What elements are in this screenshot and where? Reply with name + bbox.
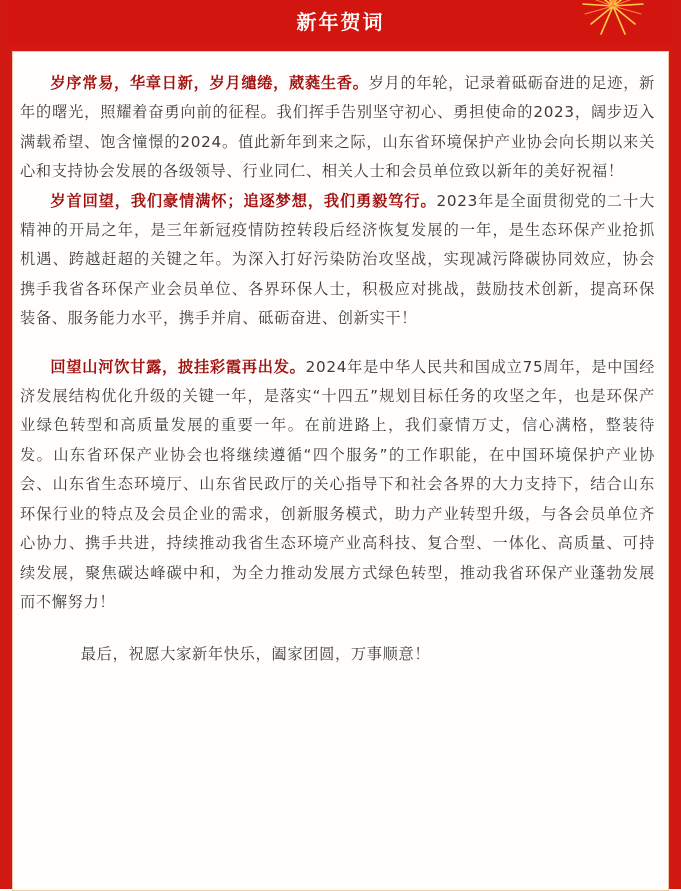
paragraph-1 [20, 69, 655, 187]
page-title: 新年贺词 [296, 10, 385, 34]
paragraph-2-lead: 岁首回望，我们豪情满怀；追逐梦想，我们勇毅笃行。 [50, 191, 437, 210]
paragraph-2 [20, 187, 655, 334]
paragraph-2-body: 2023年是全面贯彻党的二十大精神的开局之年，是三年新冠疫情防控转段后经济恢复发展的一年，是生态环保产业抢抓机遇、跨越赶超的关键之年。为深入打好污染防治攻坚战，实现减污降碳协同效应，协会携手我省各环保产业会员单位、各界环保人士，积极应对挑战，鼓励技术创新，提高环保装备、服务能力水平，携手并肩、砥砺奋进、创新实干！ [20, 191, 655, 328]
closing-paragraph [20, 640, 655, 669]
paragraph-3-lead: 回望山河饮甘露，披挂彩霞再出发。 [50, 357, 306, 376]
paragraph-1-body: 岁月的年轮，记录着砥砺奋进的足迹，新年的曙光，照耀着奋勇向前的征程。我们挥手告别坚守初心、勇担使命的2023，阔步迈入满载希望、饱含憧憬的2024。值此新年到来之际，山东省环境保护产业协会向长期以来关心和支持协会发展的各级领导、行业同仁、相关人士和会员单位致以新年的美好祝福！ [20, 74, 656, 181]
paragraph-3 [20, 353, 655, 618]
paragraph-1-lead: 岁序常易，华章日新，岁月缱绻，葳蕤生香。 [50, 74, 369, 92]
paragraph-3-body: 2024年是中华人民共和国成立75周年，是中国经济发展结构优化升级的关键一年，是落实“十四五”规划目标任务的攻坚之年，也是环保产业绿色转型和高质量发展的重要一年。在前进路上，我们豪情万丈，信心满格，整装待发。山东省环保产业协会也将继续遵循“四个服务”的工作职能，在中国环境保护产业协会、山东省生态环境厅、山东省民政厅的关心指导下和社会各界的大力支持下，结合山东环保行业的特点及会员企业的需求，创新服务模式，助力产业转型升级，与各会员单位齐心协力、携手共进，持续推动我省生态环境产业高科技、复合型、一体化、高质量、可持续发展，聚焦碳达峰碳中和，为全力推动发展方式绿色转型，推动我省环保产业蓬勃发展而不懈努力！ [20, 357, 655, 611]
firework-icon [581, 0, 645, 38]
greeting-panel [12, 51, 669, 891]
closing-text: 最后，祝愿大家新年快乐，阖家团圆，万事顺意！ [80, 645, 431, 664]
